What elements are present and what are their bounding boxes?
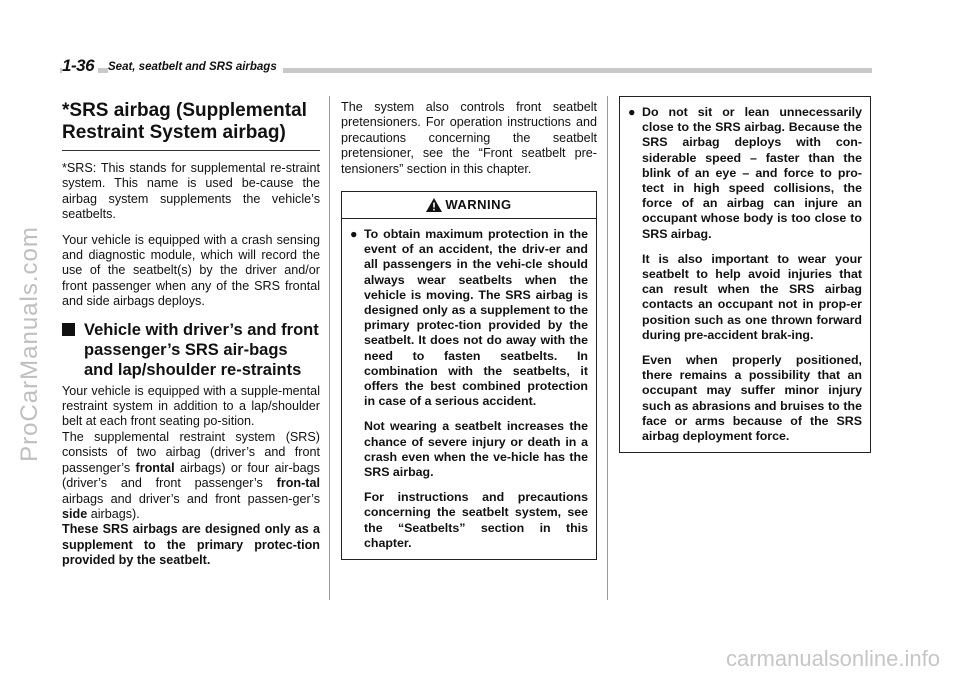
footer-watermark: carmanualsonline.info [725,646,940,671]
srs-definition: *SRS: This stands for supplemental re-straint system. This name is used be-cause the airbag system supplements the vehicle’s seatbelts. [62,161,320,222]
subheading-text: Vehicle with driver’s and front passenger’s SRS air-bags and lap/shoulder re-straints [84,320,319,379]
page-number: 1-36 [62,56,98,76]
square-bullet-icon [62,323,75,336]
column-divider [607,96,608,600]
srs-consists-text: The supplemental restraint system (SRS) consists of two airbag (driver’s and front passenger’s frontal airbags) or four air-bags (driver’s and front passenger’s fron-tal airbags and driver’s and front passen-ger’s side airbags). [62,429,320,521]
warning-item: ● To obtain maximum protection in the event of an accident, the driv-er and all passengers in the vehi-cle should always wear seatbelts when the vehicle is moving. The SRS airbag is designed only as a supplement to the primary protec-tion provided by the seatbelt. It does not do away with the need to fasten seatbelts. In combination with the seatbelts, it offers the best combined protection in case of a serious accident. [350,227,588,409]
subheading [62,320,320,380]
watermark: ProCarManuals.com [16,226,43,462]
caution-text-3: Even when properly positioned, there remains a possibility that an occupant may suffer minor injury such as abrasions and bruises to the face or arms because of the SRS airbag deployment force. [642,353,862,444]
column-divider [329,96,330,600]
warning-triangle-icon [426,198,442,212]
supplemental-text: Your vehicle is equipped with a supple-mental restraint system in addition to a lap/shoulder belt at each front seating po-sition. [62,383,320,429]
pretensioner-text: The system also controls front seatbelt pretensioners. For operation instructions and precautions concerning the seatbelt pretensioner, see the “Front seatbelt pre-tensioners” section in this chapter. [341,100,597,176]
warning-box [341,191,597,560]
column-2 [341,100,597,560]
warning-body [342,219,596,559]
caution-item: ● Do not sit or lean unnecessarily close to the SRS airbag. Because the SRS airbag deploys with con-siderable speed – faster than the blink of an eye – and force to pro-tect in high speed collisions, the force of an airbag can injure an occupant whose body is too close to SRS airbag. [628,105,862,241]
caution-box [619,96,871,453]
bullet-icon: ● [628,105,636,119]
column-1 [62,100,320,579]
warning-label: WARNING [445,197,512,213]
warning-text-3: For instructions and precautions concerning the seatbelt system, see the “Seatbelts” section in this chapter. [364,490,588,550]
diagnostic-module-text: Your vehicle is equipped with a crash sensing and diagnostic module, which will record the use of the seatbelt(s) by the driver and/or front passenger when any of the SRS frontal and side airbags deploys. [62,232,320,309]
caution-text-2: It is also important to wear your seatbelt to help avoid injuries that can result when the SRS airbag contacts an occupant not in prop-er position such as one thrown forward during pre-accident brak-ing. [642,251,862,342]
supplement-note: These SRS airbags are designed only as a supplement to the primary protec-tion provided by the seatbelt. [62,522,320,568]
warning-text-2: Not wearing a seatbelt increases the chance of severe injury or death in a crash even when the ve-hicle has the SRS airbag. [364,419,588,480]
warning-header [342,192,596,219]
section-title: Seat, seatbelt and SRS airbags [108,61,283,73]
airbag-heading: *SRS airbag (Supplemental Restraint System airbag) [62,100,320,151]
bullet-icon: ● [350,227,358,242]
